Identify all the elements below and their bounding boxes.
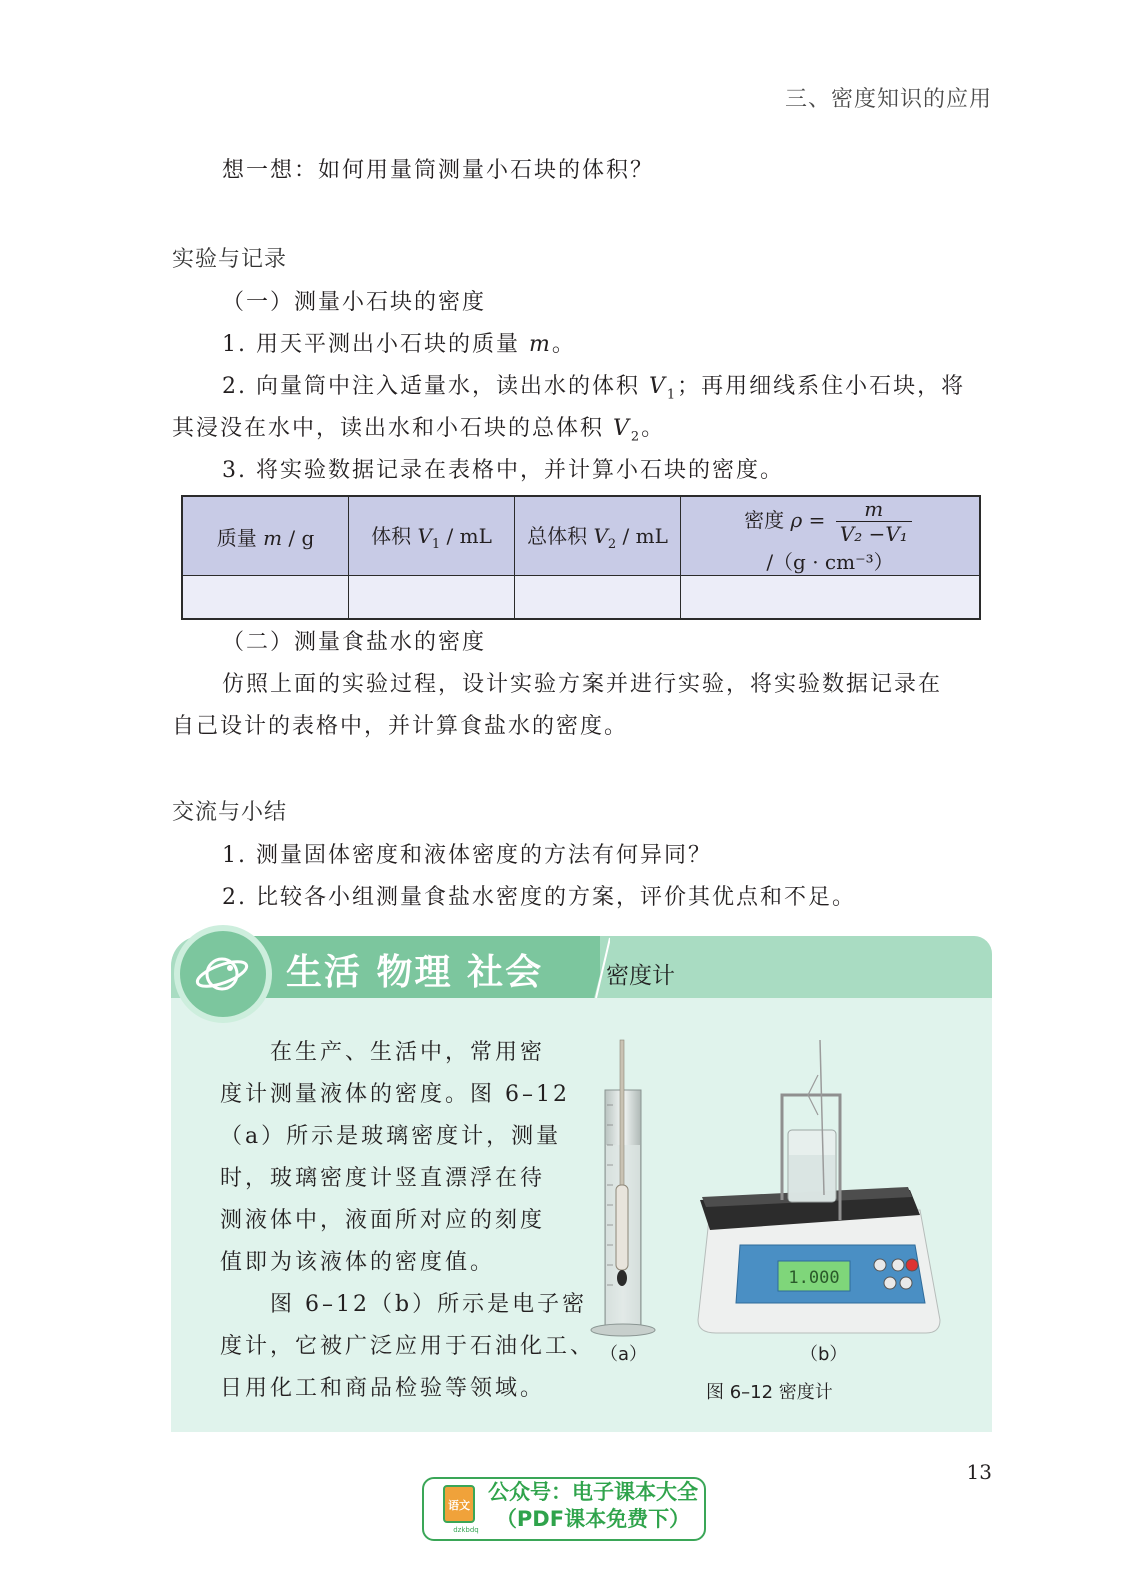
part1-title: （一）测量小石块的密度 xyxy=(222,290,487,315)
banner-title: 生活 物理 社会 xyxy=(286,952,544,993)
col-density: 密度 ρ = $\frac{m}{\text{V₂ −V₁}}$ /（g · cm⁻³） xyxy=(681,496,981,576)
table-cell xyxy=(349,576,515,620)
step2-end: 。 xyxy=(641,416,666,441)
box-line: 测液体中，液面所对应的刻度 xyxy=(220,1208,546,1233)
box-line: 度计测量液体的密度。图 6–12 xyxy=(220,1082,570,1107)
electronic-densitometer-image xyxy=(690,1035,950,1340)
think-question: 想一想：如何用量筒测量小石块的体积？ xyxy=(222,158,655,183)
col-volume1: 体积 $V_1$ / mL xyxy=(349,496,515,576)
step2-b: ；再用细线系住小石块，将 xyxy=(677,374,966,399)
summary-section-title: 交流与小结 xyxy=(172,800,288,825)
part2-title: （二）测量食盐水的密度 xyxy=(222,630,487,655)
display-reading: 1.000 xyxy=(788,1268,840,1288)
box-line: 图 6–12（b）所示是电子密 xyxy=(270,1292,588,1317)
step2-var2: V xyxy=(613,416,631,441)
step1-var: m xyxy=(528,332,552,357)
step3: 3. 将实验数据记录在表格中，并计算小石块的密度。 xyxy=(222,458,784,483)
book-icon xyxy=(438,1482,486,1534)
box-line: 时，玻璃密度计竖直漂浮在待 xyxy=(220,1166,546,1191)
col-mass: 质量 m / g xyxy=(182,496,349,576)
box-line: （a）所示是玻璃密度计，测量 xyxy=(220,1124,562,1149)
summary-q2: 2. 比较各小组测量食盐水密度的方案，评价其优点和不足。 xyxy=(222,885,856,910)
part2-line2: 自己设计的表格中，并计算食盐水的密度。 xyxy=(172,714,629,739)
watermark-line1: 公众号：电子课本大全 xyxy=(488,1480,698,1504)
table-cell xyxy=(515,576,681,620)
col-volume2: 总体积 $V_2$ / mL xyxy=(515,496,681,576)
step1-text: 1. 用天平测出小石块的质量 xyxy=(222,332,529,357)
part2-line1: 仿照上面的实验过程，设计实验方案并进行实验，将实验数据记录在 xyxy=(222,672,943,697)
book-icon-small-text: dzkbdq xyxy=(453,1526,479,1534)
step2-sub1: 1 xyxy=(666,387,678,403)
book-icon-text: 语文 xyxy=(448,1499,470,1512)
experiment-section-title: 实验与记录 xyxy=(172,247,288,272)
summary-q1: 1. 测量固体密度和液体密度的方法有何异同？ xyxy=(222,843,712,868)
banner-subtitle: 密度计 xyxy=(606,963,675,989)
table-cell xyxy=(681,576,981,620)
figure-label-a: （a） xyxy=(600,1344,648,1365)
data-table xyxy=(181,495,981,620)
page-number: 13 xyxy=(966,1460,992,1484)
chapter-header: 三、密度知识的应用 xyxy=(784,87,992,112)
figure-label-b: （b） xyxy=(800,1344,848,1365)
density-fraction: $\frac{m}{\text{V₂ −V₁}}$ xyxy=(836,497,912,546)
glass-hydrometer-image xyxy=(585,1035,665,1340)
watermark-line2: （PDF课本免费下） xyxy=(495,1507,691,1531)
watermark-text xyxy=(488,1479,698,1533)
box-line: 日用化工和商品检验等领域。 xyxy=(220,1376,546,1401)
table-row xyxy=(182,576,980,620)
table-header-row xyxy=(182,496,980,576)
box-line: 值即为该液体的密度值。 xyxy=(220,1250,496,1275)
box-line: 在生产、生活中，常用密 xyxy=(270,1040,546,1065)
figure-caption: 图 6–12 密度计 xyxy=(706,1382,833,1403)
step1-end: 。 xyxy=(551,332,576,357)
step2-var1: V xyxy=(648,374,667,399)
planet-icon xyxy=(186,944,258,1004)
box-line: 度计，它被广泛应用于石油化工、 xyxy=(220,1334,596,1359)
step2-c: 其浸没在水中，读出水和小石块的总体积 xyxy=(172,416,613,441)
step1 xyxy=(222,324,576,366)
table-cell xyxy=(182,576,349,620)
step2-sub2: 2 xyxy=(630,429,642,445)
step2-a: 2. 向量筒中注入适量水，读出水的体积 xyxy=(222,374,649,399)
